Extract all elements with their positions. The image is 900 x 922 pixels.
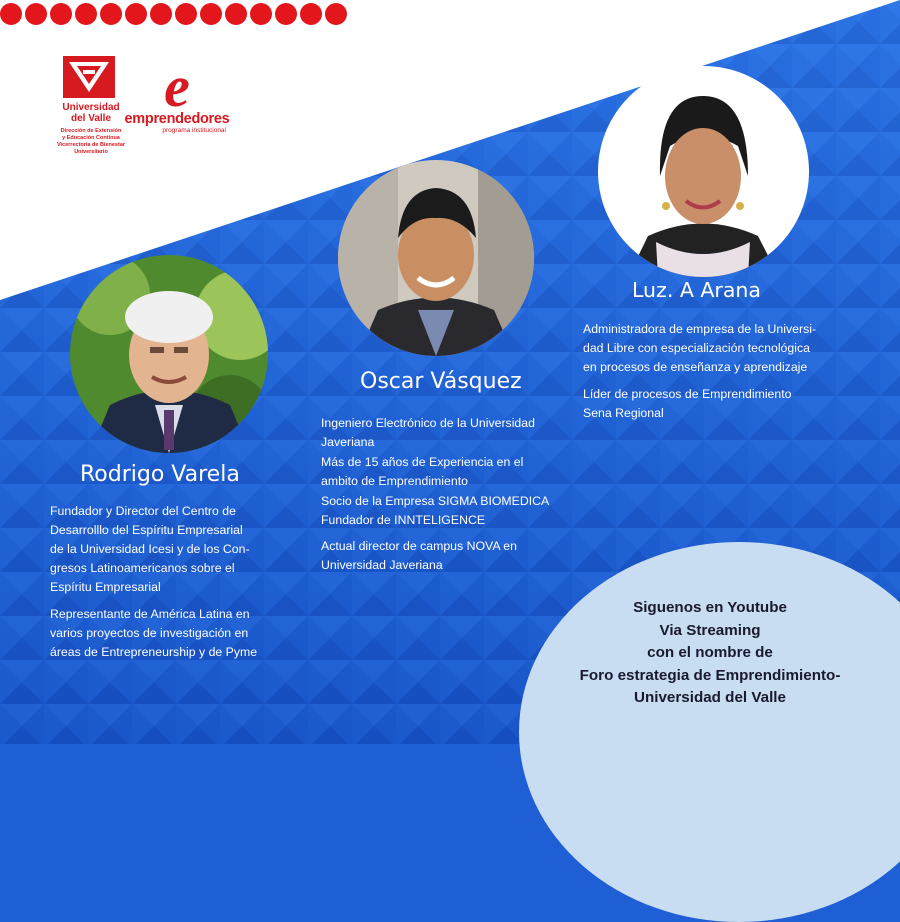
oscar-vasquez-photo (338, 160, 534, 356)
oscar-bio-3: Socio de la Empresa SIGMA BIOMEDICA Fundador de INNTELIGENCE (321, 494, 550, 527)
luz-bio-1: Administradora de empresa de la Universi- dad Libre con especialización tecnológica en procesos de enseñanza y aprendizaje (583, 322, 817, 374)
rodrigo-bio-1: Fundador y Director del Centro de Desarrolllo del Espíritu Empresarial de la Universidad Icesi y de los Con- gresos Latinoamericanos sobre el Espíritu Empresarial (50, 504, 250, 594)
univalle-subtitle: Dirección de Extensión y Educación Continua Vicerrectoría de Bienestar Universitario (56, 128, 126, 155)
luz-bio (583, 320, 873, 431)
univalle-emblem (63, 56, 115, 98)
speaker-name-luz: Luz. A Arana (632, 278, 761, 302)
oscar-bio-1: Ingeniero Electrónico de la Universidad Javeriana (321, 416, 535, 449)
rodrigo-bio-2: Representante de América Latina en varios proyectos de investigación en áreas de Entrepreneurship y de Pyme (50, 607, 258, 659)
emprendedores-logo (122, 54, 232, 134)
univalle-name: Universidad del Valle (62, 102, 120, 124)
streaming-info: Siguenos en Youtube Via Streaming con el nombre de Foro estrategia de Emprendimiento- Universidad del Valle (579, 599, 841, 706)
emprendedores-mark: e (164, 54, 190, 119)
oscar-bio-4: Actual director de campus NOVA en Universidad Javeriana (321, 539, 517, 572)
oscar-bio (321, 414, 581, 576)
oscar-bio-2: Más de 15 años de Experiencia en el ambito de Emprendimiento (321, 455, 524, 488)
rodrigo-varela-photo (70, 255, 268, 453)
red-dots-strip (0, 3, 350, 25)
speaker-name-rodrigo: Rodrigo Varela (80, 462, 240, 487)
emprendedores-word: emprendedores (124, 111, 230, 127)
emprendedores-subtitle: programa institucional (162, 127, 226, 134)
univalle-logo (56, 56, 126, 156)
luz-bio-2: Líder de procesos de Emprendimiento Sena Regional (583, 387, 792, 420)
rodrigo-bio (50, 502, 300, 670)
speaker-name-oscar: Oscar Vásquez (360, 369, 522, 394)
luz-arana-photo (598, 66, 809, 277)
